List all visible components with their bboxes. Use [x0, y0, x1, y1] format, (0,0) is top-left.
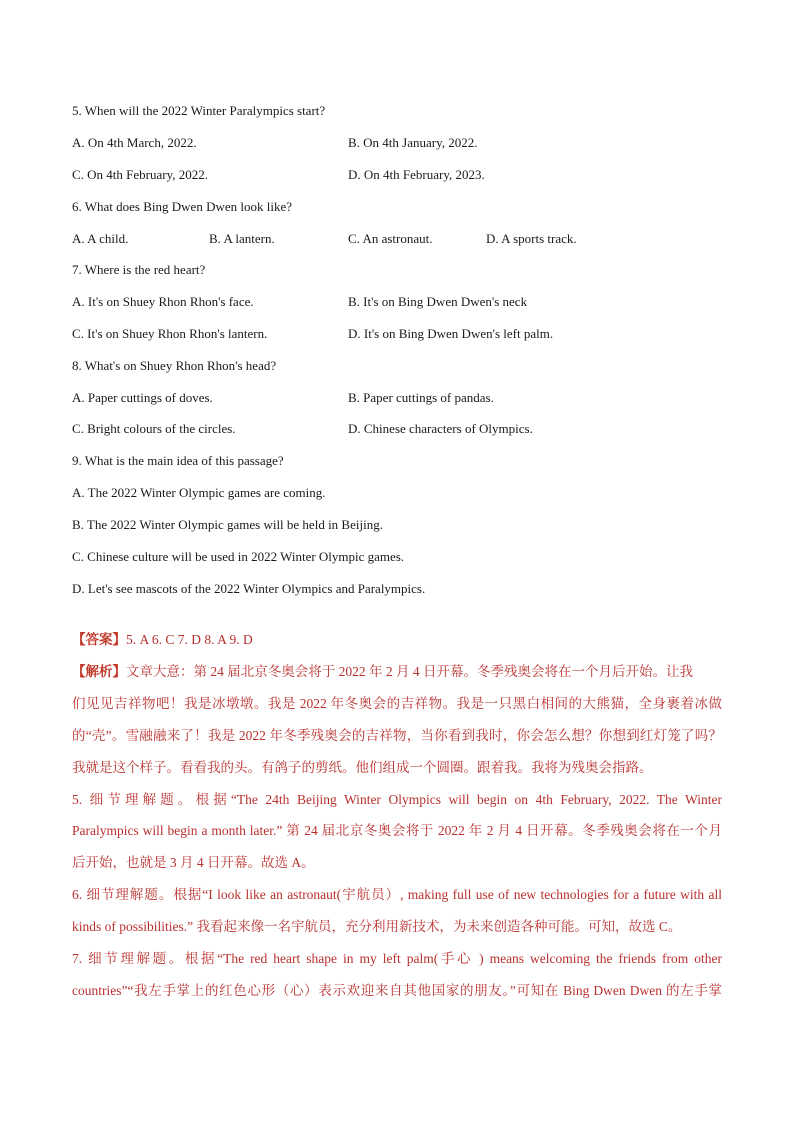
analysis-line-9: kinds of possibilities.” 我看起来像一名宇航员，充分利用新技术，为未来创造各种可能。可知，故选 C。: [72, 919, 682, 934]
question-7-option-c: C. It's on Shuey Rhon Rhon's lantern.: [72, 326, 268, 341]
question-5-option-c: C. On 4th February, 2022.: [72, 167, 209, 182]
question-9-option-b: B. The 2022 Winter Olympic games will be held in Beijing.: [72, 517, 383, 532]
question-8-option-c: C. Bright colours of the circles.: [72, 421, 236, 436]
analysis-line-2: 们见见吉祥物吧！我是冰墩墩。我是 2022 年冬奥会的吉祥物。我是一只黑白相间的大熊猫，全身裹着冰做: [72, 696, 722, 711]
question-9-option-a: A. The 2022 Winter Olympic games are coming.: [72, 485, 326, 500]
question-7-option-b: B. It's on Bing Dwen Dwen's neck: [348, 294, 528, 309]
analysis-line-1: [72, 663, 722, 681]
analysis-line-5: 5. 细节理解题。根据“The 24th Beijing Winter Olympics will begin on 4th February, 2022. The Winter: [72, 792, 722, 807]
question-5-option-b: B. On 4th January, 2022.: [348, 135, 478, 150]
answer-line: [72, 631, 722, 649]
analysis-tag: 【解析】: [72, 664, 126, 679]
analysis-line-8: 6. 细节理解题。根据“I look like an astronaut(宇航员）, making full use of new technologies for a future with all: [72, 887, 722, 902]
question-7-stem: 7. Where is the red heart?: [72, 262, 206, 277]
analysis-line-3: 的“壳”。雪融融来了！我是 2022 年冬季残奥会的吉祥物，当你看到我时，你会怎么想？你想到红灯笼了吗？: [72, 728, 722, 743]
answer-tag: 【答案】: [72, 632, 126, 647]
analysis-line-6: Paralympics will begin a month later.” 第 24 届北京冬奥会将于 2022 年 2 月 4 日开幕。冬季残奥会将在一个月: [72, 823, 722, 838]
question-6-option-a: A. A child.: [72, 231, 129, 246]
question-6-option-d: D. A sports track.: [486, 231, 577, 246]
question-8-stem: 8. What's on Shuey Rhon Rhon's head?: [72, 358, 277, 373]
analysis-line-7: 后开始，也就是 3 月 4 日开幕。故选 A。: [72, 855, 315, 870]
question-9-stem: 9. What is the main idea of this passage?: [72, 453, 284, 468]
question-5-option-a: A. On 4th March, 2022.: [72, 135, 197, 150]
question-5-stem: 5. When will the 2022 Winter Paralympics start?: [72, 103, 326, 118]
question-8-option-b: B. Paper cuttings of pandas.: [348, 390, 494, 405]
question-9-option-d: D. Let's see mascots of the 2022 Winter Olympics and Paralympics.: [72, 581, 426, 596]
analysis-line-11: countries”“我左手掌上的红色心形（心）表示欢迎来自其他国家的朋友。”可知在 Bing Dwen Dwen 的左手掌: [72, 983, 722, 998]
analysis-line-4: 我就是这个样子。看看我的头。有鸽子的剪纸。他们组成一个圆圈。跟着我。我将为残奥会指路。: [72, 760, 653, 775]
question-6-stem: 6. What does Bing Dwen Dwen look like?: [72, 199, 292, 214]
question-6-option-b: B. A lantern.: [209, 231, 275, 246]
question-6-option-c: C. An astronaut.: [348, 231, 433, 246]
analysis-text-1: 文章大意：第 24 届北京冬奥会将于 2022 年 2 月 4 日开幕。冬季残奥会将在一个月后开始。让我: [126, 664, 693, 679]
question-9-option-c: C. Chinese culture will be used in 2022 Winter Olympic games.: [72, 549, 405, 564]
question-8-option-d: D. Chinese characters of Olympics.: [348, 421, 533, 436]
question-8-option-a: A. Paper cuttings of doves.: [72, 390, 213, 405]
question-7-option-d: D. It's on Bing Dwen Dwen's left palm.: [348, 326, 554, 341]
analysis-line-10: 7. 细节理解题。根据“The red heart shape in my left palm(手心 ) means welcoming the friends from other: [72, 951, 722, 966]
question-5-option-d: D. On 4th February, 2023.: [348, 167, 485, 182]
question-7-option-a: A. It's on Shuey Rhon Rhon's face.: [72, 294, 254, 309]
answer-text: 5. A 6. C 7. D 8. A 9. D: [126, 632, 253, 647]
